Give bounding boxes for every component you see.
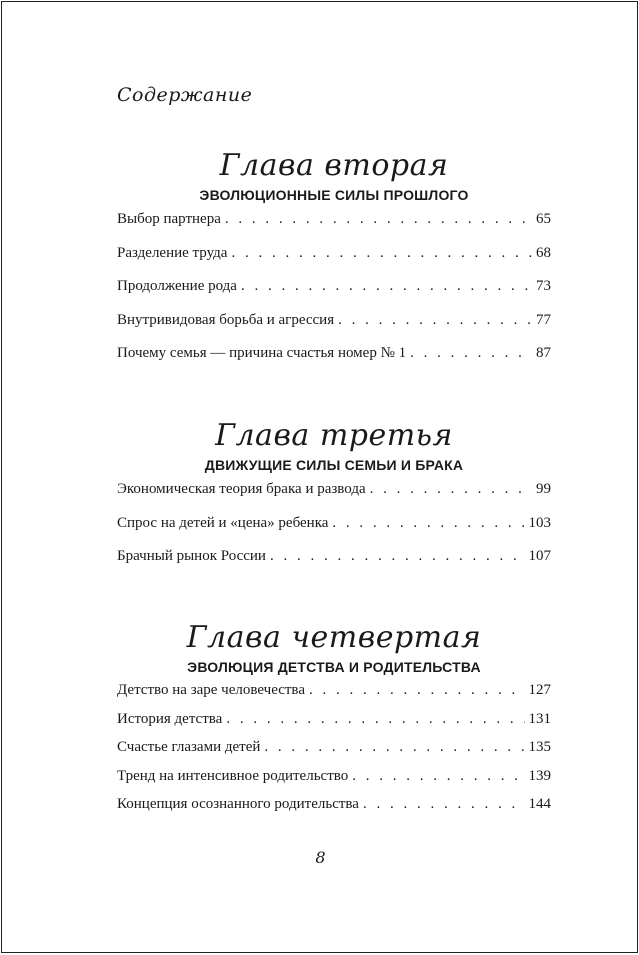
toc-entry[interactable] (117, 481, 551, 515)
dot-leader (270, 548, 525, 565)
toc-entry[interactable] (117, 739, 551, 768)
toc-entry-page: 65 (536, 211, 551, 227)
toc-entry-label: История детства (117, 710, 223, 727)
dot-leader (332, 515, 524, 532)
toc-entry-page: 127 (528, 682, 551, 698)
dot-leader (264, 739, 524, 756)
toc-entry-label: Счастье глазами детей (117, 739, 261, 755)
toc-entry-page: 135 (528, 739, 551, 755)
toc-entry-label: Тренд на интенсивное родительство (117, 767, 349, 784)
toc-entry-page: 103 (528, 514, 551, 531)
dot-leader (309, 682, 525, 699)
chapter-title: Глава вторая (219, 148, 449, 183)
chapter-subtitle: ЭВОЛЮЦИОННЫЕ СИЛЫ ПРОШЛОГО (199, 187, 469, 203)
chapter-title: Глава третья (215, 418, 453, 453)
toc-entry[interactable] (117, 211, 551, 245)
dot-leader (241, 278, 532, 295)
toc-entry-label: Концепция осознанного родительства (117, 796, 359, 812)
dot-leader (338, 312, 532, 329)
chapter-section (117, 418, 551, 582)
dot-leader (225, 211, 532, 228)
chapter-section (117, 620, 551, 825)
toc-entry-page: 99 (536, 481, 551, 497)
toc-entry-label: Экономическая теория брака и развода (117, 481, 366, 497)
chapter-section (117, 148, 551, 379)
toc-entry-page: 139 (528, 767, 551, 784)
toc-entry[interactable] (117, 345, 551, 379)
toc-entry-page: 73 (536, 278, 551, 294)
toc-entry[interactable] (117, 682, 551, 711)
toc-entry-label: Детство на заре человечества (117, 682, 305, 698)
toc-entry-label: Выбор партнера (117, 211, 221, 227)
dot-leader (352, 768, 524, 785)
toc-entry-label: Брачный рынок России (117, 548, 266, 564)
toc-list (117, 682, 551, 825)
toc-entry-page: 87 (536, 345, 551, 361)
toc-entry[interactable] (117, 278, 551, 312)
toc-entry-page: 77 (536, 311, 551, 328)
toc-entry[interactable] (117, 548, 551, 582)
toc-entry[interactable] (117, 796, 551, 825)
toc-entry-page: 107 (528, 548, 551, 564)
toc-entry-page: 144 (528, 796, 551, 812)
toc-entry[interactable] (117, 245, 551, 279)
chapter-subtitle: ЭВОЛЮЦИЯ ДЕТСТВА И РОДИТЕЛЬСТВА (187, 659, 481, 675)
running-head: Содержание (117, 84, 253, 106)
dot-leader (363, 796, 525, 813)
toc-entry[interactable] (117, 515, 551, 549)
toc-entry[interactable] (117, 711, 551, 740)
toc-entry-page: 131 (528, 710, 551, 727)
toc-entry-label: Внутривидовая борьба и агрессия (117, 311, 335, 328)
toc-entry-page: 68 (536, 244, 551, 261)
toc-entry-label: Спрос на детей и «цена» ребенка (117, 514, 329, 531)
page-number: 8 (315, 848, 326, 867)
toc-list (117, 481, 551, 582)
toc-entry-label: Продолжение рода (117, 278, 237, 294)
dot-leader (370, 481, 532, 498)
dot-leader (231, 245, 532, 262)
toc-list (117, 211, 551, 379)
dot-leader (410, 345, 532, 362)
chapter-subtitle: ДВИЖУЩИЕ СИЛЫ СЕМЬИ И БРАКА (204, 457, 464, 473)
dot-leader (226, 711, 524, 728)
toc-entry-label: Разделение труда (117, 244, 228, 261)
toc-entry-label: Почему семья — причина счастья номер № 1 (117, 345, 407, 361)
book-page (1, 1, 638, 953)
toc-entry[interactable] (117, 768, 551, 797)
toc-entry[interactable] (117, 312, 551, 346)
chapter-title: Глава четвертая (186, 620, 482, 655)
